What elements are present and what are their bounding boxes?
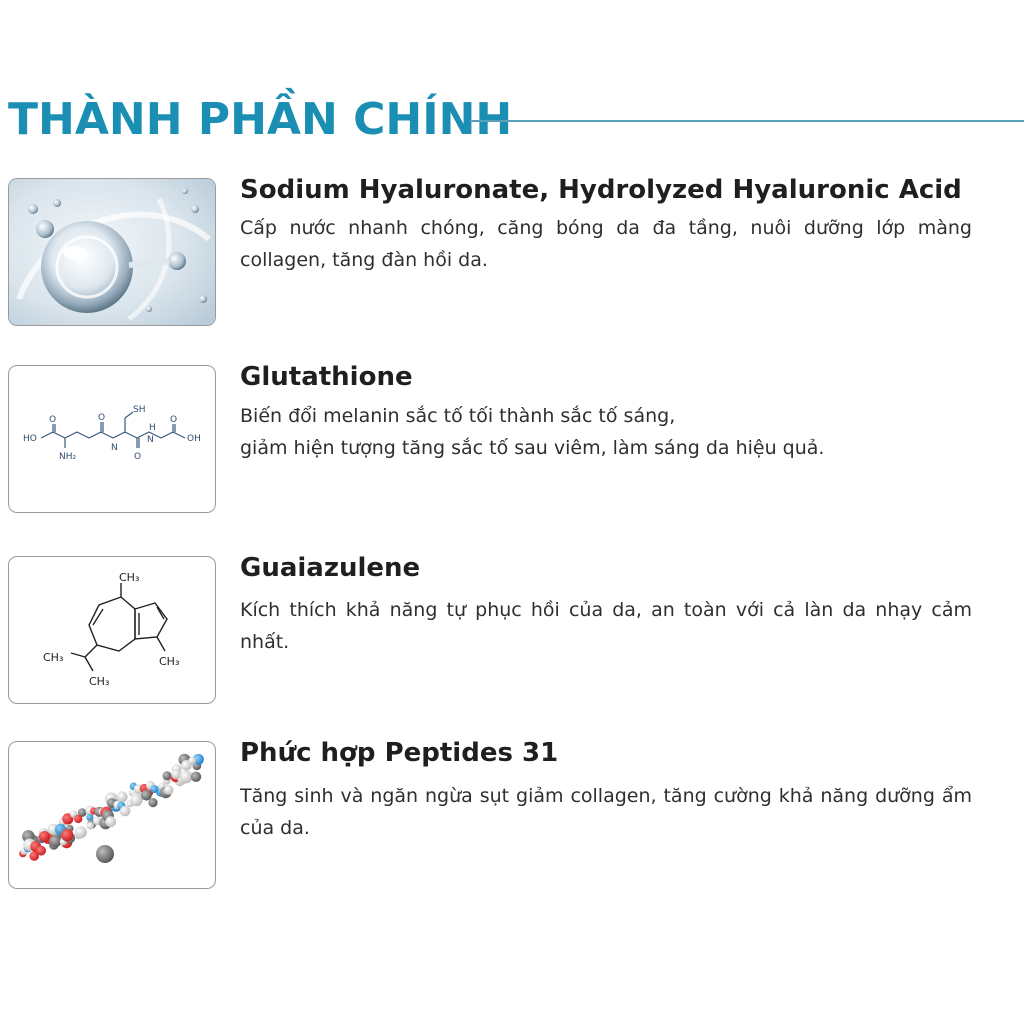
- ingredient-title: Phức hợp Peptides 31: [240, 738, 559, 768]
- structure-label: CH₃: [43, 651, 64, 664]
- atom-sphere: [120, 806, 131, 817]
- atom-sphere: [96, 845, 114, 863]
- atom-sphere: [151, 785, 159, 793]
- atom-sphere: [105, 816, 116, 827]
- atom-sphere: [130, 794, 142, 806]
- structure-label: CH₃: [119, 571, 140, 584]
- structure-label: SH: [133, 405, 146, 415]
- description-line: Tăng sinh và ngăn ngừa sụt giảm collagen, tăng cường khả năng dưỡng ẩm của da.: [240, 785, 972, 839]
- description-line: Biến đổi melanin sắc tố tối thành sắc tố sáng,: [240, 405, 676, 427]
- ingredient-image-card: [8, 741, 216, 889]
- description-line: Kích thích khả năng tự phục hồi của da, an toàn với cả làn da nhạy cảm nhất.: [240, 599, 972, 653]
- structure-label: CH₃: [159, 655, 180, 668]
- structure-label: O: [49, 415, 57, 425]
- ingredient-description: [240, 594, 972, 658]
- structure-label: O: [98, 413, 106, 423]
- atom-sphere: [74, 815, 82, 823]
- structure-label: OH: [187, 434, 201, 444]
- atom-sphere: [164, 785, 174, 795]
- ingredient-description: [240, 212, 972, 276]
- structure-label: N: [111, 443, 118, 453]
- structure-label: O: [134, 452, 142, 462]
- structure-label: H: [149, 423, 156, 433]
- structure-label: N: [147, 435, 154, 445]
- atom-sphere: [141, 790, 152, 801]
- ingredient-image-card: [8, 178, 216, 326]
- ingredient-title: Glutathione: [240, 362, 413, 392]
- ingredient-title: Sodium Hyaluronate, Hydrolyzed Hyaluronic Acid: [240, 175, 962, 205]
- header-divider: [470, 120, 1024, 122]
- atom-sphere: [180, 770, 193, 783]
- guaiazulene-structure-icon: [9, 557, 216, 704]
- section-header: [8, 92, 1024, 152]
- atom-sphere: [188, 757, 196, 765]
- atom-sphere: [49, 835, 61, 847]
- ingredient-image-card: [8, 365, 216, 513]
- peptide-molecule-icon: [9, 742, 216, 889]
- atom-sphere: [75, 826, 87, 838]
- atom-sphere: [171, 769, 181, 779]
- atom-sphere: [61, 829, 73, 841]
- ingredient-image-card: [8, 556, 216, 704]
- glutathione-structure-icon: [9, 366, 216, 513]
- ingredient-description: [240, 780, 972, 844]
- ingredient-title: Guaiazulene: [240, 553, 421, 583]
- water-bubble-icon: [9, 179, 216, 326]
- description-line: giảm hiện tượng tăng sắc tố sau viêm, làm sáng da hiệu quả.: [240, 437, 825, 459]
- page-title: THÀNH PHẦN CHÍNH: [8, 94, 513, 145]
- atom-sphere: [191, 772, 201, 782]
- description-line: Cấp nước nhanh chóng, căng bóng da đa tầng, nuôi dưỡng lớp màng collagen, tăng đàn hồi da.: [240, 217, 972, 271]
- ingredient-description: [240, 400, 972, 464]
- structure-label: HO: [23, 434, 37, 444]
- structure-label: CH₃: [89, 675, 110, 688]
- structure-label: O: [170, 415, 178, 425]
- atom-sphere: [163, 771, 172, 780]
- atom-sphere: [39, 831, 50, 842]
- structure-label: NH₂: [59, 452, 77, 462]
- atom-sphere: [36, 846, 46, 856]
- atom-sphere: [87, 822, 94, 829]
